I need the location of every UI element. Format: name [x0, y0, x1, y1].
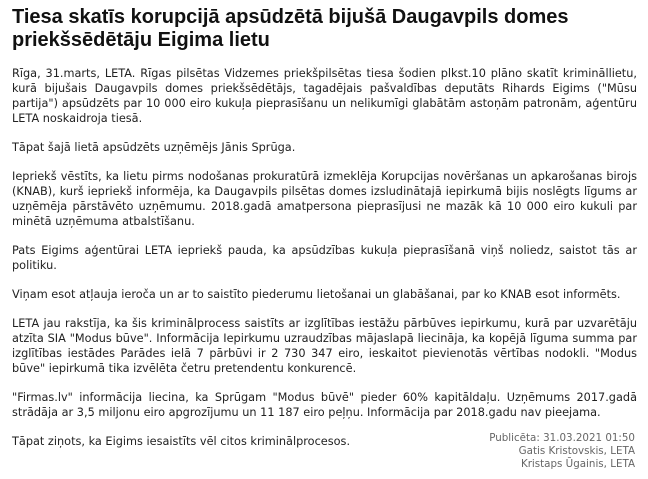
- article-paragraph: Pats Eigims aģentūrai LETA iepriekš pauda, ka apsūdzības kukuļa pieprasīšanā viņš noliedz, saistot tās ar politiku.: [12, 244, 637, 272]
- article-paragraph: LETA jau rakstīja, ka šis kriminālprocess saistīts ar izglītības iestāžu pārbūves iepirkumu, kurā par uzvarētāju atzīta SIA "Modus būve". Informācija Iepirkumu uzraudzības mājaslapā liecināja, ka kopējā līguma summa par izglītības iestādes Parādes ielā 7 pārbūvi ir 2 730 347 eiro, ieskaitot pievienotās vērtības nodokli. "Modus būve" iepirkumā tika izvēlēta četru pretendentu konkurencē.: [12, 317, 637, 375]
- article-meta: [489, 432, 635, 471]
- article-paragraph: Tāpat šajā lietā apsūdzēts uzņēmējs Jānis Sprūga.: [12, 141, 296, 154]
- article-headline: Tiesa skatīs korupcijā apsūdzētā bijušā Daugavpils domes priekšsēdētāju Eigima lietu: [12, 6, 569, 51]
- article-body: [12, 66, 637, 449]
- article-paragraph: "Firmas.lv" informācija liecina, ka Sprūgam "Modus būvē" pieder 60% kapitāldaļu. Uzņēmums 2017.gadā strādāja ar 3,5 miljonu eiro apgrozījumu un 11 187 eiro peļņu. Informācija par 2018.gadu nav pieejama.: [12, 391, 637, 419]
- article-paragraph: Iepriekš vēstīts, ka lietu pirms nodošanas prokuratūrā izmeklēja Korupcijas novēršanas un apkarošanas birojs (KNAB), kurš iepriekš informēja, ka Daugavpils pilsētas domes izsludinātajā iepirkumā bijis noslēgts līgums ar uzņēmēja pārstāvēto uzņēmumu. 2018.gadā amatpersona pieprasījusi ne mazāk kā 10 000 eiro kukuli par minētā uzņēmuma atbalstīšanu.: [12, 170, 637, 228]
- author-name: Kristaps Ūgainis, LETA: [520, 458, 635, 470]
- author-name: Gatis Kristovskis, LETA: [518, 445, 635, 457]
- publish-date: Publicēta: 31.03.2021 01:50: [489, 432, 635, 444]
- article-paragraph: Tāpat ziņots, ka Eigims iesaistīts vēl citos kriminālprocesos.: [12, 435, 351, 448]
- article-paragraph: Viņam esot atļauja ieroča un ar to saistīto piederumu lietošanai un glabāšanai, par ko KNAB esot informēts.: [12, 288, 621, 301]
- article-paragraph: Rīga, 31.marts, LETA. Rīgas pilsētas Vidzemes priekšpilsētas tiesa šodien plkst.10 plāno skatīt krimināllietu, kurā bijušais Daugavpils domes priekšsēdētājs, tagadējais pašvaldības deputāts Rihards Eigims ("Mūsu partija") apsūdzēts par 10 000 eiro kukuļa pieprasīšanu un nelikumīgi glabātām astoņām patronām, aģentūru LETA noskaidroja tiesā.: [12, 67, 637, 125]
